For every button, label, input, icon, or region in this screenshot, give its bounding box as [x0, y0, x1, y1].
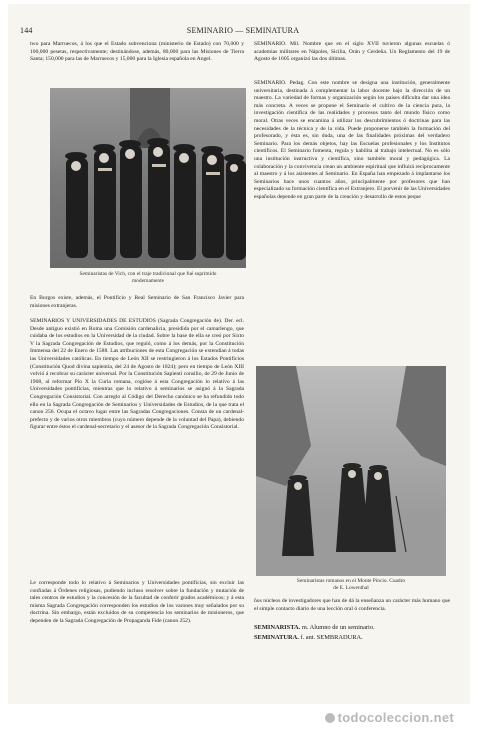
- text-paragraph: SEMINARIO. Pedag. Con este nombre se designa una institución, generalmente universitaria, destinada á complementar la labor docente bajo la dirección de un maestro. La variedad de formas y organización según los países dificulta dar una idea más concreta. A veces se propone el Seminario el cultivo de la ciencia pura, la investigación científica de las realidades y procesos tanto del mundo físico como moral. Otras veces se encamina á utilizar los descubrimientos ó doctrinas para las necesidades de la técnica y de la vida. Puede proponerse también la formación del profesorado, y ésta es, sin duda, una de las finalidades próximas del verdadero Seminario. Para los demás objetos, hay las Escuelas profesionales y los Institutos científicos. El Seminario fomenta, regula y habilita al trabajo intelectual. No es sólo una institución instructiva y científica, sino también moral y pedagógica. La colaboración y la convivencia crean un ambiente espiritual que influirá recíprocamente al maestro y á los asistentes al Seminario. En España han empezado á implantarse los Seminarios hace unos cuantos años, principalmente por profesores que han especializado su formación científica en el Extranjero. El porvenir de las Universidades españolas depende en gran parte de la creación y desarrollo de estos peque: [254, 80, 450, 200]
- text-paragraph: SEMINARIOS Y UNIVERSIDADES DE ESTUDIOS (Sagrada Congregación de). Der. ecl. Desde antiguo existió en Roma una Comisión cardenalicia, presidida por el camarlengo, que cuidaba de los estudios en la Universidad de la ciudad. Sobre la base de ella se creó por Sixto V la Sagrada Congregación de Estudios, que reguló, como á los demás, por la Constitución Immensa del 22 de Enero de 1588. Las atribuciones de esta Congregación se extendían á todas las Universidades católicas. En tiempo de León XII se restringieron á los Estados Pontificios (Constitución Quod divina sapientia, del 24 de Agosto de 1824); pero en tiempo de León XIII volvió á recobrar su carácter universal. Por la Constitución Sapienti consilio, de 29 de Junio de 1908, al reformar Pío X la Curia romana, cogióse á esta Congregación lo relativo á las Universidades pontificias, mientras que lo relativo á seminarios se asignó á la Sagrada Congregación Consistorial. Con arreglo al Código del Derecho canónico se ha refundido todo ello en la Sagrada Congregación de Seminarios y Universidades de Estudios, de la que trata el canon 256. Ocupa el octavo lugar entre las Sagradas Congregaciones. Consta de un cardenal-prefecto y de varios otros miembros (cuyo número depende de la voluntad del Papa), debiendo figurar entre éstos el cardenal-secretario y el asesor de la Sagrada Congregación Consistorial.: [30, 318, 244, 431]
- page-header: [20, 26, 466, 36]
- left-top-paragraph: [30, 41, 244, 85]
- text-paragraph: En Burgos existe, además, el Pontificio y Real Seminario de San Francisco Javier para misiones extranjeras.: [30, 295, 244, 309]
- text-paragraph: two para Marruecos, á los que el Estado subvenciona (ministerio de Estado) con 70,000 y 100,000 pesetas, respectivamente; destinándose, además, 80,000 para las Misiones de Tierra Santa; 150,000 para las de Marruecos y 15,000 para la Iglesia española en Angel.: [30, 41, 244, 63]
- text-paragraph: SEMINARIO. Mil. Nombre que en el siglo XVII tuvieron algunas escuelas ó academias militares en Nápoles, Sicilia, Orán y Cerdeña. Un Reglamento del 19 de Agosto de 1605 organizó las dos últimas.: [254, 41, 450, 63]
- caption-line: Seminaristas romanos en el Monte Pincio. Cuadro: [296, 578, 406, 584]
- entry-seminarista: [254, 624, 450, 634]
- brand-logo-icon: [325, 713, 335, 723]
- right-pedag-paragraph: [254, 80, 450, 361]
- left-section-paragraph: [30, 318, 244, 578]
- watermark-text: todocoleccion.net: [337, 710, 454, 725]
- caption-line: modernamente: [131, 277, 165, 284]
- watermark: [325, 710, 454, 725]
- caption-line: Seminaristas de Vich, con el traje tradicional que fué suprimido: [79, 271, 217, 277]
- left-burgos-paragraph: [30, 295, 244, 317]
- running-title: SEMINARIO — SEMINATURA: [186, 26, 300, 35]
- engraving-image: [50, 88, 246, 268]
- right-top-paragraph: [254, 41, 450, 77]
- left-last-paragraph: [30, 580, 244, 686]
- left-photo-caption: [50, 271, 246, 284]
- entry-term: SEMINATURA.: [254, 634, 299, 641]
- right-photo-caption: [256, 578, 446, 591]
- photo-seminarists-vich: [50, 88, 246, 268]
- text-paragraph: Le corresponde todo lo relativo á Seminarios y Universidades pontificias, sin excluir las confiadas á Órdenes religiosas, pudiendo incluso resolver sobre la fundación y mutación de tales centros de estudios y la concesión de la facultad de conferir grados académicos; y á esta misma Sagrada Congregación corresponden los estudios de los varones muy señalados por su doctrina. Sin embargo, están excluidos de su competencia los seminarios de misioneros, que dependen de la Sagrada Congregación de Propaganda Fide (canon 252).: [30, 580, 244, 624]
- footer-bar: [0, 704, 478, 730]
- entry-seminatura: [254, 634, 450, 644]
- entry-term: SEMINARISTA.: [254, 624, 301, 631]
- right-bottom-paragraph: [254, 598, 450, 622]
- photo-monte-pincio: [256, 366, 446, 576]
- entry-definition: f. ant. SEMBRADURA.: [300, 634, 363, 641]
- entry-definition: m. Alumno de un seminario.: [301, 624, 375, 631]
- text-paragraph: ños núcleos de investigadores que han de dá la enseñanza un carácter más humano que el simple contacto diario de una lección oral ó conferencia.: [254, 598, 450, 612]
- painting-image: [256, 366, 446, 576]
- page-number: 144: [20, 26, 33, 35]
- caption-line: de E. Lowenthal: [333, 584, 369, 591]
